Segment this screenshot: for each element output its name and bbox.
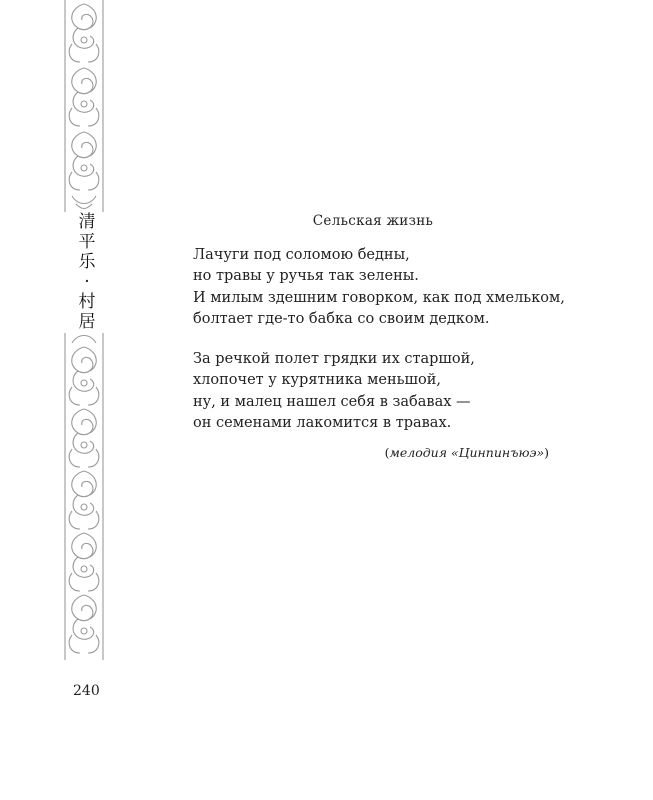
stanza-2 bbox=[193, 349, 549, 434]
poem-title: Сельская жизнь bbox=[312, 213, 434, 229]
melody-attribution bbox=[193, 445, 549, 460]
poem-line: За речкой полет грядки их старшой, bbox=[193, 351, 475, 368]
title-char: 乐 bbox=[78, 252, 96, 272]
ornament-border-top bbox=[62, 0, 106, 212]
stanza-1 bbox=[193, 245, 565, 330]
title-char: 居 bbox=[78, 312, 96, 332]
melody-paren-open: ( bbox=[384, 445, 390, 461]
floral-ornament-icon bbox=[62, 333, 106, 660]
poem-line: И милым здешним говорком, как под хмельком, bbox=[193, 289, 565, 306]
poem-line: Лачуги под соломою бедны, bbox=[193, 247, 410, 263]
vertical-chinese-title bbox=[72, 212, 102, 332]
title-char: 清 bbox=[78, 212, 96, 232]
poem-line: хлопочет у курятника меньшой, bbox=[193, 372, 442, 389]
page-number: 240 bbox=[73, 683, 100, 699]
poem-line: он семенами лакомится в травах. bbox=[193, 415, 452, 432]
title-char: 村 bbox=[78, 292, 96, 312]
poem-block bbox=[193, 213, 565, 461]
title-char: · bbox=[84, 272, 90, 292]
floral-ornament-icon bbox=[62, 0, 106, 212]
poem-line: но травы у ручья так зелены. bbox=[193, 268, 419, 285]
poem-line: болтает где-то бабка со своим дедком. bbox=[193, 310, 490, 327]
title-char: 平 bbox=[78, 232, 96, 252]
melody-paren-close: ) bbox=[544, 445, 549, 461]
poem-line: ну, и малец нашел себя в забавах — bbox=[193, 393, 471, 410]
ornament-border-bottom bbox=[62, 333, 106, 660]
melody-text: мелодия «Цинпинъюэ» bbox=[389, 445, 545, 461]
